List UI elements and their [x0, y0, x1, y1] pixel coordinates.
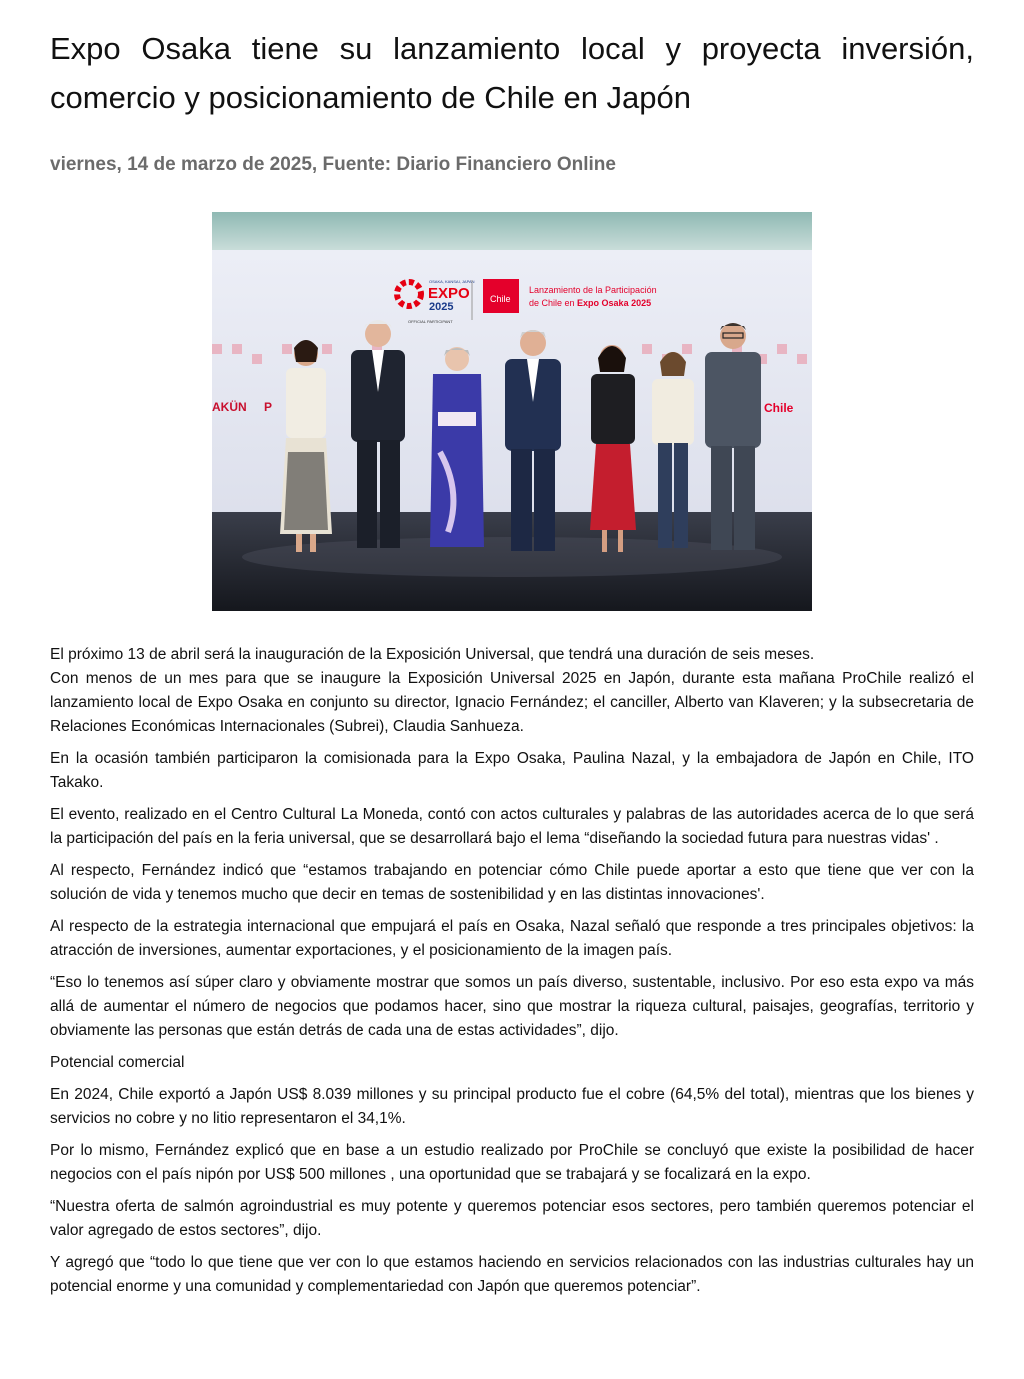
- article-paragraph: Al respecto, Fernández indicó que “estamos trabajando en potenciar cómo Chile puede aportar a esto que tiene que ver con la solución de vida y tenemos mucho que decir en temas de sostenibilidad y en las distintas innovaciones'.: [50, 862, 974, 903]
- article-body: [50, 643, 974, 1307]
- ceiling: [212, 212, 812, 250]
- banner-line1: Lanzamiento de la Participación: [529, 285, 657, 295]
- article-paragraph: Al respecto de la estrategia internacional que empujará el país en Osaka, Nazal señaló que responde a tres principales objetivos: la atracción de inversiones, aumentar exportaciones, y el posicionamiento de la imagen país.: [50, 918, 974, 959]
- article-paragraph: “Eso lo tenemos así súper claro y obviamente mostrar que somos un país diverso, sustentable, inclusivo. Por eso esta expo va más allá de aumentar el número de negocios que podamos hacer, sino que mostrar la riqueza cultural, paisajes, geografías, territorio y obviamente las personas que están detrás de cada una de estas actividades”, dijo.: [50, 974, 974, 1039]
- side-logo-left2: P: [264, 400, 273, 414]
- expo-logo-small-text: OSAKA, KANSAI, JAPAN: [429, 279, 475, 284]
- article-paragraph: El evento, realizado en el Centro Cultural La Moneda, contó con actos culturales y palabras de las autoridades acerca de lo que será la participación del país en la feria universal, que se desarrollará bajo el lema “diseñando la sociedad futura para nuestras vidas' .: [50, 806, 974, 847]
- article-paragraph: Por lo mismo, Fernández explicó que en base a un estudio realizado por ProChile se concluyó que existe la posibilidad de hacer negocios con el país nipón por US$ 500 millones , una oportunidad que se trabajará y se focalizará en la expo.: [50, 1142, 974, 1183]
- chile-logo-text: Chile: [490, 294, 511, 304]
- person-5: [590, 345, 636, 552]
- article-dateline: viernes, 14 de marzo de 2025, Fuente: Diario Financiero Online: [50, 154, 616, 175]
- article-paragraph: El próximo 13 de abril será la inauguración de la Exposición Universal, que tendrá una duración de seis meses.: [50, 646, 815, 663]
- person-3: [430, 347, 484, 547]
- article-paragraph: “Nuestra oferta de salmón agroindustrial es muy potente y queremos potenciar esos sectores, pero también queremos potenciar el valor agregado de estos sectores”, dijo.: [50, 1198, 974, 1239]
- expo-logo-sub-text: OFFICIAL PARTICIPANT: [408, 319, 453, 324]
- expo-logo-main-text: EXPO: [428, 285, 470, 302]
- event-photo-illustration: [212, 212, 812, 611]
- side-logo-left: AKÜN: [212, 400, 247, 414]
- article-photo: [212, 212, 812, 611]
- article-paragraph: En la ocasión también participaron la comisionada para la Expo Osaka, Paulina Nazal, y la embajadora de Japón en Chile, ITO Takako.: [50, 750, 974, 791]
- side-logo-right: Chile: [764, 401, 794, 415]
- person-1: [280, 340, 332, 552]
- article-paragraph: Con menos de un mes para que se inaugure la Exposición Universal 2025 en Japón, durante esta mañana ProChile realizó el lanzamiento local de Expo Osaka en conjunto su director, Ignacio Fernández; el canciller, Alberto van Klaveren; y la subsecretaria de Relaciones Económicas Internacionales (Subrei), Claudia Sanhueza.: [50, 670, 974, 735]
- article-headline: Expo Osaka tiene su lanzamiento local y proyecta inversión, comercio y posicionamiento de Chile en Japón: [50, 31, 974, 115]
- expo-logo-year-text: 2025: [429, 301, 454, 313]
- article-paragraph: En 2024, Chile exportó a Japón US$ 8.039 millones y su principal producto fue el cobre (64,5% del total), mientras que los bienes y servicios no cobre y no litio representaron el 34,1%.: [50, 1086, 974, 1127]
- banner-line2: de Chile en Expo Osaka 2025: [529, 298, 652, 308]
- article-paragraph: Y agregó que “todo lo que tiene que ver con lo que estamos haciendo en servicios relacionados con las industrias culturales hay un potencial enorme y una comunidad y complementariedad con Japón que queremos potenciar”.: [50, 1254, 974, 1295]
- chile-logo: [483, 279, 519, 313]
- section-subheading: Potencial comercial: [50, 1054, 185, 1071]
